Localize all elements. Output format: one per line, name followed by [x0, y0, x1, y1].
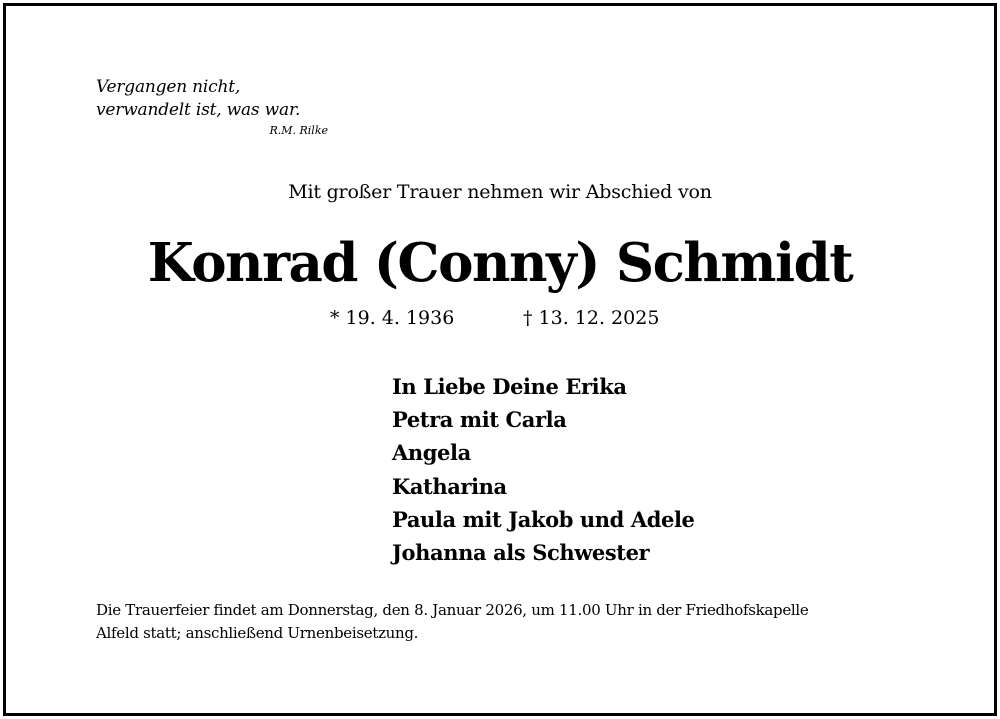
mourner-item: In Liebe Deine Erika [392, 374, 627, 399]
funeral-notice-line-1: Die Trauerfeier findet am Donnerstag, den 8. Januar 2026, um 11.00 Uhr in der Friedhofskapelle [96, 601, 809, 619]
mourner-item: Petra mit Carla [392, 407, 567, 433]
funeral-notice-line-2: Alfeld statt; anschließend Urnenbeisetzung. [96, 624, 419, 642]
deceased-name: Konrad (Conny) Schmidt [147, 232, 853, 294]
funeral-notice [96, 599, 916, 645]
rilke-quote [96, 76, 396, 137]
birth-date: * 19. 4. 1936 [330, 307, 455, 329]
quote-line-1: Vergangen nicht, [96, 77, 241, 97]
quote-author: R.M. Rilke [269, 124, 328, 137]
intro-text: Mit großer Trauer nehmen wir Abschied von [288, 181, 712, 203]
death-date: † 13. 12. 2025 [523, 307, 660, 329]
mourners-list [392, 370, 812, 569]
mourner-item: Paula mit Jakob und Adele [392, 506, 695, 532]
quote-line-2: verwandelt ist, was war. [96, 100, 301, 120]
mourner-item: Johanna als Schwester [392, 540, 650, 566]
mourner-item: Katharina [392, 473, 507, 499]
mourner-item: Angela [392, 440, 471, 466]
